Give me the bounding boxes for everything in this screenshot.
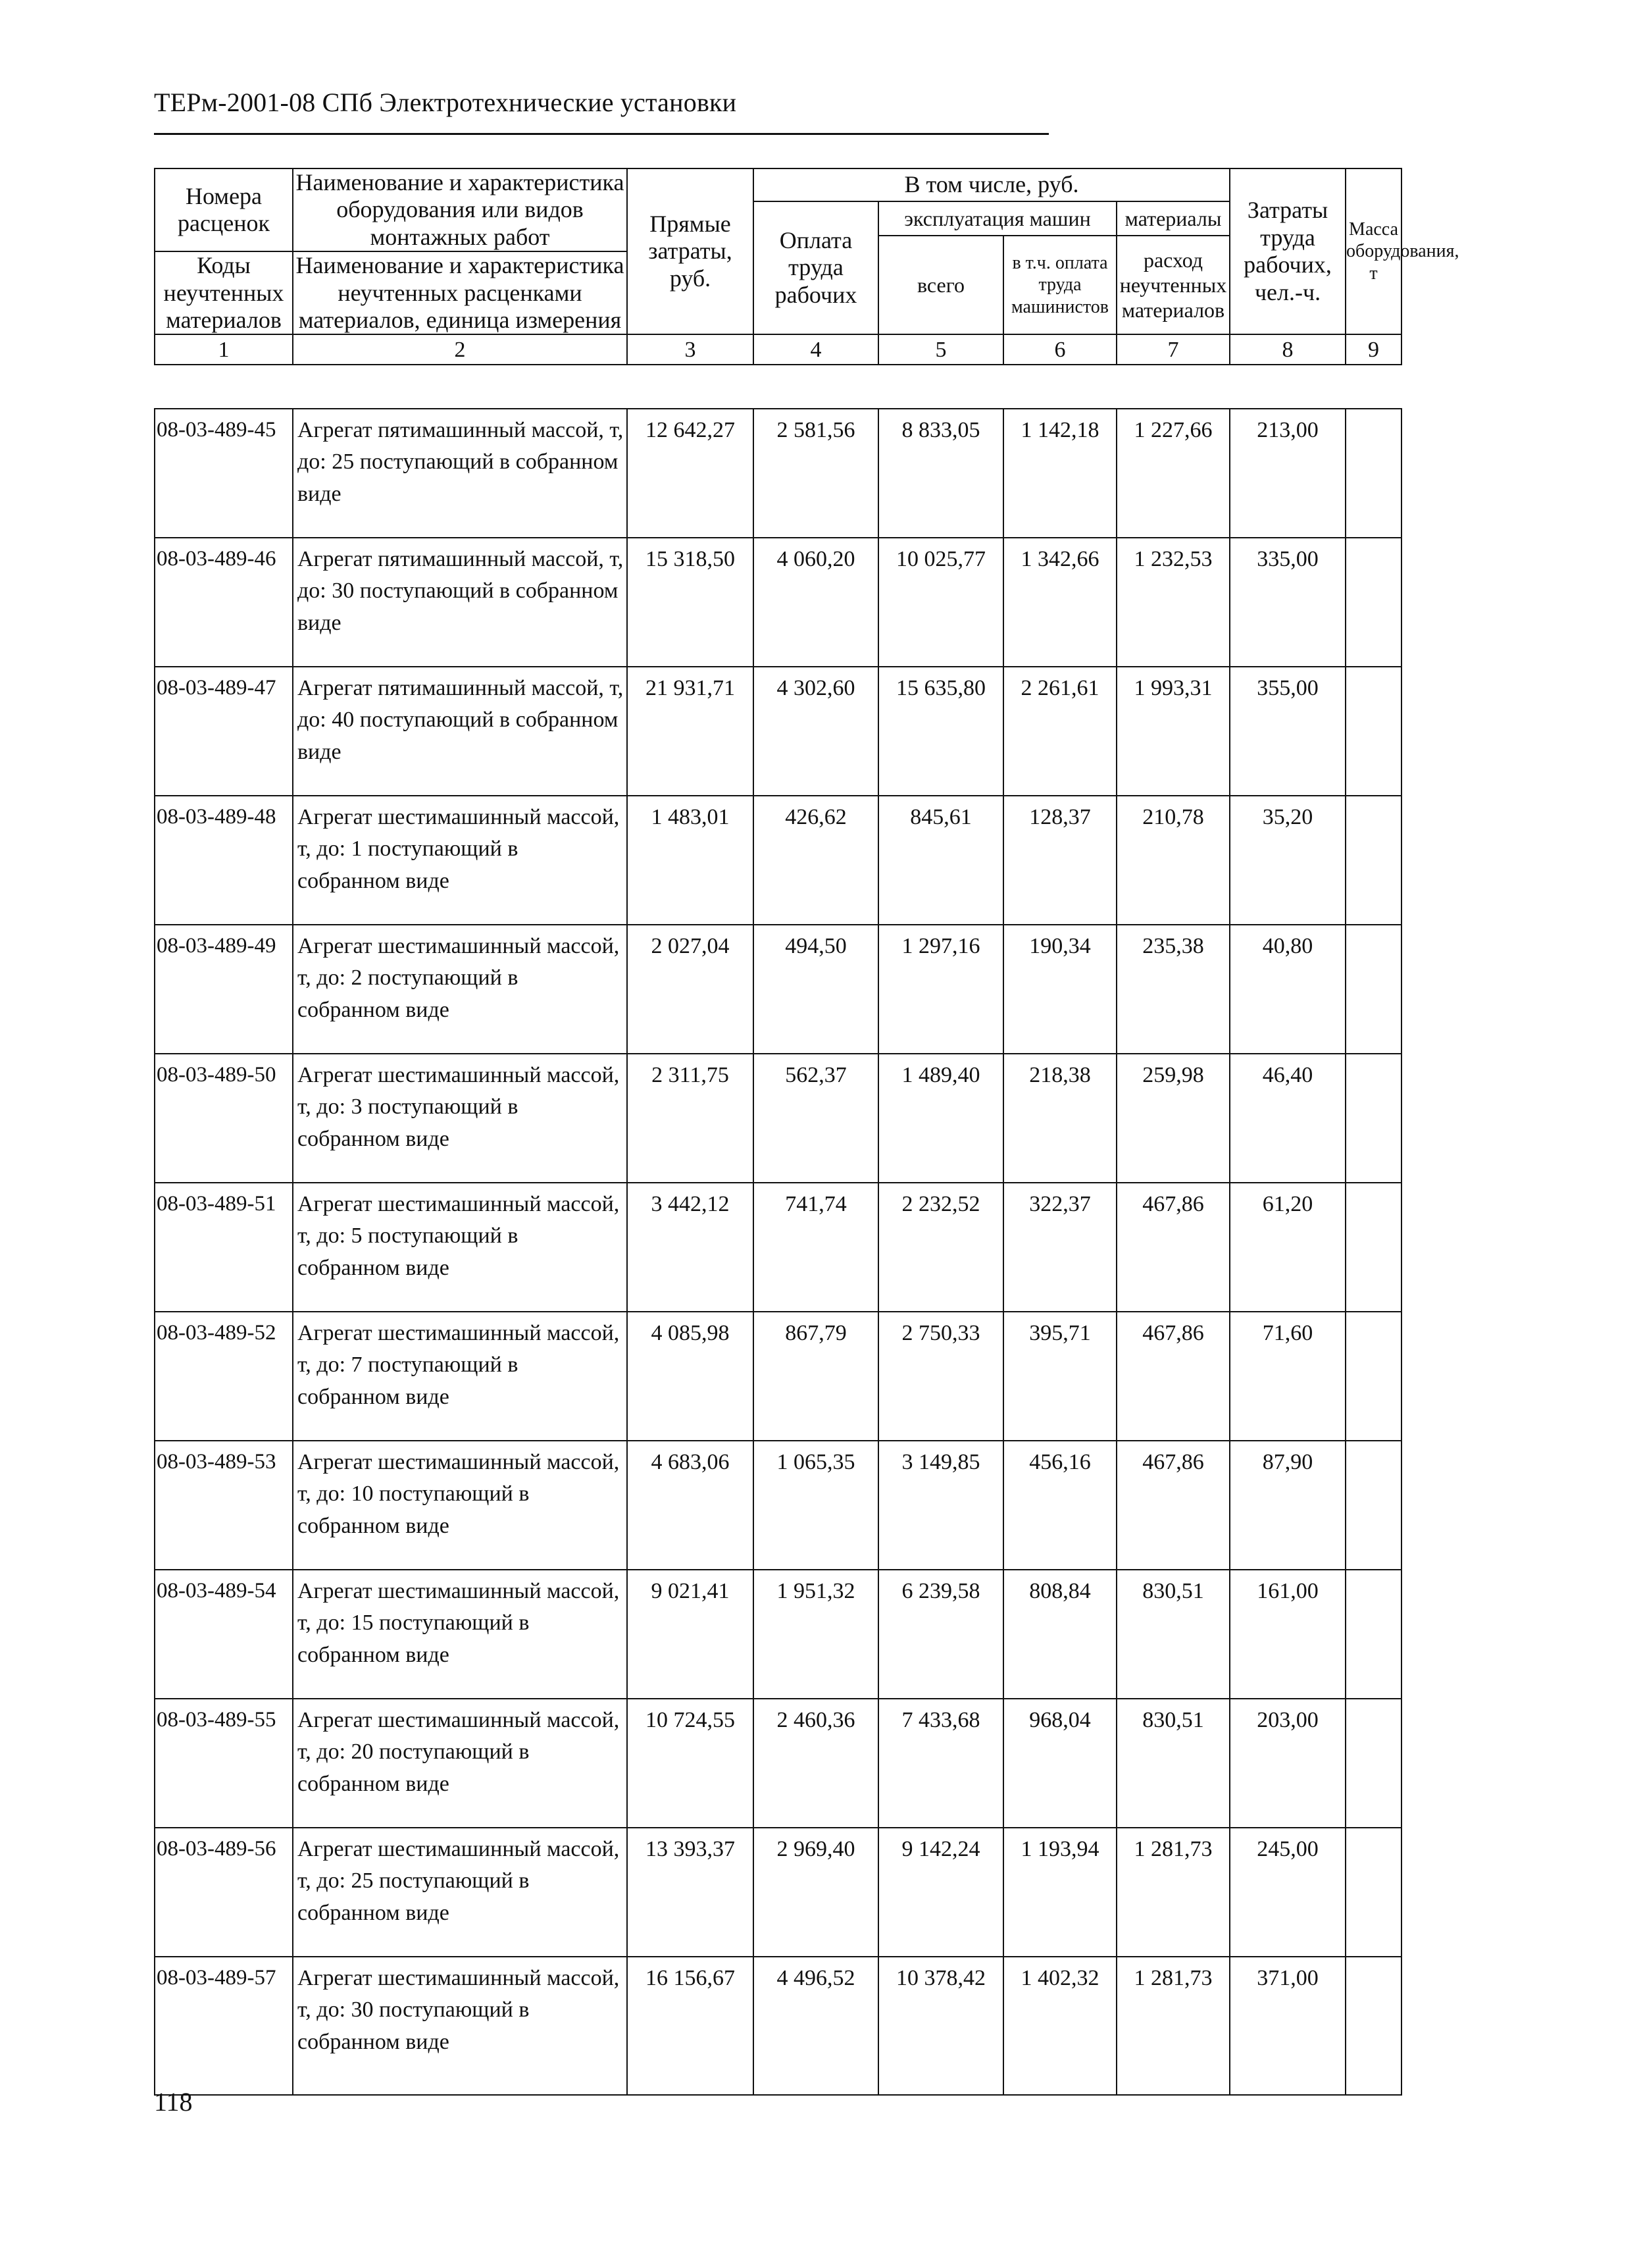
labor-pay-value: 867,79 xyxy=(753,1312,878,1441)
table-row xyxy=(155,409,1401,538)
col-number: 4 xyxy=(753,334,878,365)
mass-value xyxy=(1346,925,1401,1054)
labor-pay-value: 1 951,32 xyxy=(753,1570,878,1699)
header-materials-group: материалы xyxy=(1117,201,1230,236)
machines-total-value: 9 142,24 xyxy=(878,1828,1003,1957)
work-description: Агрегат шестимашинный массой, т, до: 7 поступающий в собранном виде xyxy=(293,1312,627,1441)
direct-costs-value: 4 683,06 xyxy=(627,1441,753,1570)
labor-pay-value: 4 060,20 xyxy=(753,538,878,667)
machines-total-value: 3 149,85 xyxy=(878,1441,1003,1570)
table-row xyxy=(155,1441,1401,1570)
labor-pay-value: 4 496,52 xyxy=(753,1957,878,2095)
labor-hours-value: 61,20 xyxy=(1230,1183,1346,1312)
materials-value: 1 993,31 xyxy=(1117,667,1230,796)
mass-value xyxy=(1346,1957,1401,2095)
rate-code: 08-03-489-48 xyxy=(155,796,293,925)
labor-pay-value: 562,37 xyxy=(753,1054,878,1183)
header-material-names: Наименование и характеристика неучтенных расценками материалов, единица измерения xyxy=(293,251,627,334)
table-row xyxy=(155,1183,1401,1312)
header-machines-group: эксплуатация машин xyxy=(878,201,1117,236)
labor-hours-value: 245,00 xyxy=(1230,1828,1346,1957)
rate-code: 08-03-489-50 xyxy=(155,1054,293,1183)
col-number: 1 xyxy=(155,334,293,365)
table-row xyxy=(155,538,1401,667)
rate-code: 08-03-489-46 xyxy=(155,538,293,667)
labor-hours-value: 40,80 xyxy=(1230,925,1346,1054)
direct-costs-value: 15 318,50 xyxy=(627,538,753,667)
work-description: Агрегат пятимашинный массой, т, до: 40 поступающий в собранном виде xyxy=(293,667,627,796)
work-description: Агрегат шестимашинный массой, т, до: 20 поступающий в собранном виде xyxy=(293,1699,627,1828)
col-number: 5 xyxy=(878,334,1003,365)
materials-value: 210,78 xyxy=(1117,796,1230,925)
mass-value xyxy=(1346,1828,1401,1957)
machines-total-value: 1 489,40 xyxy=(878,1054,1003,1183)
materials-value: 830,51 xyxy=(1117,1699,1230,1828)
machines-total-value: 6 239,58 xyxy=(878,1570,1003,1699)
materials-value: 467,86 xyxy=(1117,1312,1230,1441)
rate-code: 08-03-489-52 xyxy=(155,1312,293,1441)
machines-total-value: 7 433,68 xyxy=(878,1699,1003,1828)
rate-code: 08-03-489-56 xyxy=(155,1828,293,1957)
direct-costs-value: 2 311,75 xyxy=(627,1054,753,1183)
labor-hours-value: 335,00 xyxy=(1230,538,1346,667)
labor-pay-value: 4 302,60 xyxy=(753,667,878,796)
table-row xyxy=(155,1312,1401,1441)
labor-pay-value: 1 065,35 xyxy=(753,1441,878,1570)
work-description: Агрегат шестимашинный массой, т, до: 1 поступающий в собранном виде xyxy=(293,796,627,925)
machinists-pay-value: 968,04 xyxy=(1003,1699,1117,1828)
direct-costs-value: 1 483,01 xyxy=(627,796,753,925)
direct-costs-value: 12 642,27 xyxy=(627,409,753,538)
rate-code: 08-03-489-49 xyxy=(155,925,293,1054)
header-work-name: Наименование и характеристика оборудования или видов монтажных работ xyxy=(293,168,627,251)
materials-value: 830,51 xyxy=(1117,1570,1230,1699)
mass-value xyxy=(1346,1312,1401,1441)
table-row xyxy=(155,1699,1401,1828)
machinists-pay-value: 395,71 xyxy=(1003,1312,1117,1441)
table-row xyxy=(155,1054,1401,1183)
rate-code: 08-03-489-54 xyxy=(155,1570,293,1699)
labor-pay-value: 741,74 xyxy=(753,1183,878,1312)
header-machinists-pay: в т.ч. оплата труда машинистов xyxy=(1003,236,1117,334)
work-description: Агрегат шестимашинный массой, т, до: 3 поступающий в собранном виде xyxy=(293,1054,627,1183)
col-number: 6 xyxy=(1003,334,1117,365)
rate-code: 08-03-489-55 xyxy=(155,1699,293,1828)
work-description: Агрегат шестимашинный массой, т, до: 30 поступающий в собранном виде xyxy=(293,1957,627,2095)
direct-costs-value: 3 442,12 xyxy=(627,1183,753,1312)
header-unaccounted-materials: расход неучтенных материалов xyxy=(1117,236,1230,334)
mass-value xyxy=(1346,1570,1401,1699)
labor-hours-value: 161,00 xyxy=(1230,1570,1346,1699)
table-row xyxy=(155,925,1401,1054)
page-number: 118 xyxy=(154,2087,193,2117)
work-description: Агрегат шестимашинный массой, т, до: 15 поступающий в собранном виде xyxy=(293,1570,627,1699)
header-labor-pay: Оплата труда рабочих xyxy=(753,201,878,334)
materials-value: 1 281,73 xyxy=(1117,1828,1230,1957)
labor-pay-value: 494,50 xyxy=(753,925,878,1054)
machinists-pay-value: 322,37 xyxy=(1003,1183,1117,1312)
rate-code: 08-03-489-45 xyxy=(155,409,293,538)
mass-value xyxy=(1346,667,1401,796)
table-row xyxy=(155,667,1401,796)
direct-costs-value: 21 931,71 xyxy=(627,667,753,796)
col-number: 8 xyxy=(1230,334,1346,365)
mass-value xyxy=(1346,409,1401,538)
mass-value xyxy=(1346,538,1401,667)
materials-value: 467,86 xyxy=(1117,1183,1230,1312)
materials-value: 235,38 xyxy=(1117,925,1230,1054)
direct-costs-value: 10 724,55 xyxy=(627,1699,753,1828)
work-description: Агрегат шестимашинный массой, т, до: 5 поступающий в собранном виде xyxy=(293,1183,627,1312)
machinists-pay-value: 1 342,66 xyxy=(1003,538,1117,667)
machinists-pay-value: 456,16 xyxy=(1003,1441,1117,1570)
machines-total-value: 845,61 xyxy=(878,796,1003,925)
header-labor-hours: Затраты труда рабочих, чел.-ч. xyxy=(1230,168,1346,334)
labor-hours-value: 71,60 xyxy=(1230,1312,1346,1441)
header-number-row xyxy=(155,334,1401,365)
header-material-codes: Коды неучтенных материалов xyxy=(155,251,293,334)
machinists-pay-value: 808,84 xyxy=(1003,1570,1117,1699)
machinists-pay-value: 190,34 xyxy=(1003,925,1117,1054)
work-description: Агрегат шестимашинный массой, т, до: 2 поступающий в собранном виде xyxy=(293,925,627,1054)
rate-code: 08-03-489-53 xyxy=(155,1441,293,1570)
machines-total-value: 2 750,33 xyxy=(878,1312,1003,1441)
rate-code: 08-03-489-57 xyxy=(155,1957,293,2095)
table-row xyxy=(155,1957,1401,2095)
machinists-pay-value: 1 402,32 xyxy=(1003,1957,1117,2095)
materials-value: 467,86 xyxy=(1117,1441,1230,1570)
work-description: Агрегат пятимашинный массой, т, до: 30 поступающий в собранном виде xyxy=(293,538,627,667)
table-row xyxy=(155,1828,1401,1957)
direct-costs-value: 2 027,04 xyxy=(627,925,753,1054)
materials-value: 1 281,73 xyxy=(1117,1957,1230,2095)
machinists-pay-value: 1 142,18 xyxy=(1003,409,1117,538)
machines-total-value: 10 025,77 xyxy=(878,538,1003,667)
labor-pay-value: 426,62 xyxy=(753,796,878,925)
labor-pay-value: 2 581,56 xyxy=(753,409,878,538)
document-title: ТЕРм-2001-08 СПб Электротехнические установки xyxy=(154,88,737,117)
labor-hours-value: 371,00 xyxy=(1230,1957,1346,2095)
labor-hours-value: 213,00 xyxy=(1230,409,1346,538)
header-including-group: В том числе, руб. xyxy=(753,168,1230,201)
header-direct-costs: Прямые затраты, руб. xyxy=(627,168,753,334)
rate-code: 08-03-489-51 xyxy=(155,1183,293,1312)
header-machines-total: всего xyxy=(878,236,1003,334)
work-description: Агрегат пятимашинный массой, т, до: 25 поступающий в собранном виде xyxy=(293,409,627,538)
machines-total-value: 8 833,05 xyxy=(878,409,1003,538)
labor-hours-value: 35,20 xyxy=(1230,796,1346,925)
mass-value xyxy=(1346,1699,1401,1828)
header-rate-numbers: Номера расценок xyxy=(155,168,293,251)
title-underline xyxy=(154,133,1049,135)
materials-value: 1 232,53 xyxy=(1117,538,1230,667)
machinists-pay-value: 128,37 xyxy=(1003,796,1117,925)
col-number: 9 xyxy=(1346,334,1401,365)
materials-value: 259,98 xyxy=(1117,1054,1230,1183)
mass-value xyxy=(1346,1183,1401,1312)
direct-costs-value: 13 393,37 xyxy=(627,1828,753,1957)
work-description: Агрегат шестимашинный массой, т, до: 10 поступающий в собранном виде xyxy=(293,1441,627,1570)
col-number: 3 xyxy=(627,334,753,365)
table-header xyxy=(154,168,1459,365)
work-description: Агрегат шестимашинный массой, т, до: 25 поступающий в собранном виде xyxy=(293,1828,627,1957)
labor-hours-value: 203,00 xyxy=(1230,1699,1346,1828)
labor-pay-value: 2 460,36 xyxy=(753,1699,878,1828)
rate-code: 08-03-489-47 xyxy=(155,667,293,796)
labor-pay-value: 2 969,40 xyxy=(753,1828,878,1957)
rates-table xyxy=(154,408,1402,2096)
machines-total-value: 2 232,52 xyxy=(878,1183,1003,1312)
materials-value: 1 227,66 xyxy=(1117,409,1230,538)
machinists-pay-value: 1 193,94 xyxy=(1003,1828,1117,1957)
machinists-pay-value: 2 261,61 xyxy=(1003,667,1117,796)
machines-total-value: 10 378,42 xyxy=(878,1957,1003,2095)
machines-total-value: 1 297,16 xyxy=(878,925,1003,1054)
machines-total-value: 15 635,80 xyxy=(878,667,1003,796)
mass-value xyxy=(1346,1054,1401,1183)
labor-hours-value: 46,40 xyxy=(1230,1054,1346,1183)
labor-hours-value: 355,00 xyxy=(1230,667,1346,796)
col-number: 7 xyxy=(1117,334,1230,365)
direct-costs-value: 16 156,67 xyxy=(627,1957,753,2095)
mass-value xyxy=(1346,796,1401,925)
labor-hours-value: 87,90 xyxy=(1230,1441,1346,1570)
col-number: 2 xyxy=(293,334,627,365)
direct-costs-value: 9 021,41 xyxy=(627,1570,753,1699)
machinists-pay-value: 218,38 xyxy=(1003,1054,1117,1183)
direct-costs-value: 4 085,98 xyxy=(627,1312,753,1441)
header-equipment-mass: Масса оборудования, т xyxy=(1346,168,1401,334)
mass-value xyxy=(1346,1441,1401,1570)
table-row xyxy=(155,796,1401,925)
table-row xyxy=(155,1570,1401,1699)
